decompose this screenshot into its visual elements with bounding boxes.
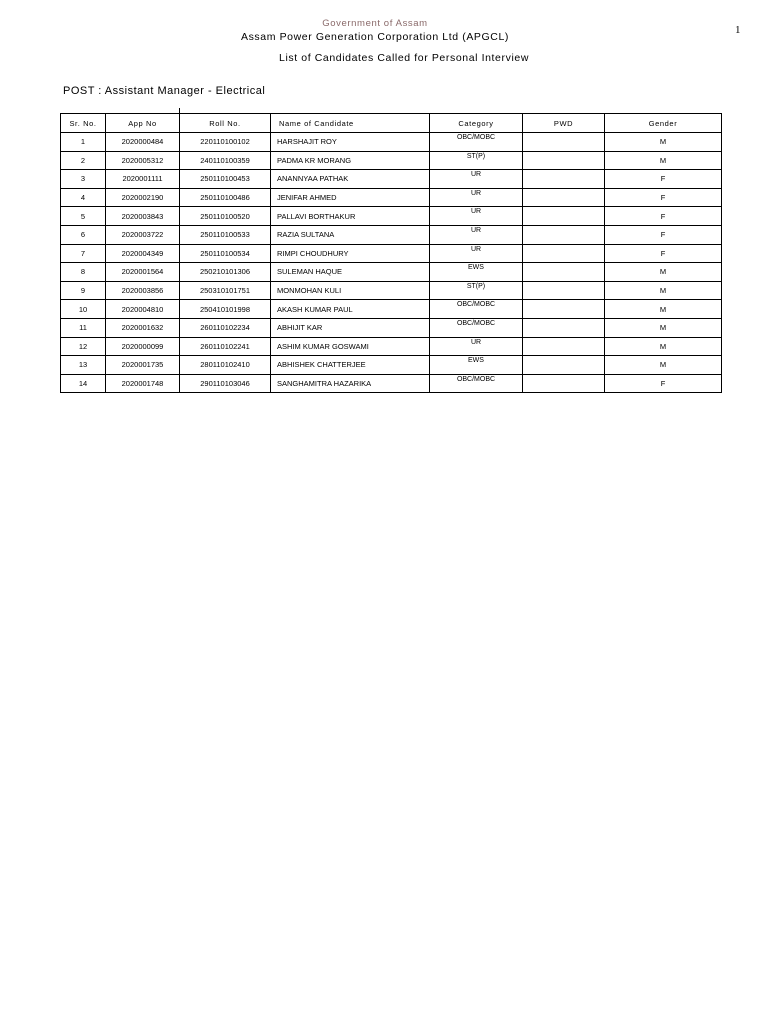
column-header-app-no: App No xyxy=(106,114,180,133)
name-cell: AKASH KUMAR PAUL xyxy=(271,300,430,319)
app-no-cell: 2020001111 xyxy=(106,170,180,189)
gender-cell: M xyxy=(605,356,722,375)
pwd-cell xyxy=(523,207,605,226)
list-title: List of Candidates Called for Personal Interview xyxy=(279,52,529,64)
name-cell: ABHIJIT KAR xyxy=(271,318,430,337)
government-heading: Government of Assam xyxy=(322,18,428,29)
pwd-cell xyxy=(523,244,605,263)
sr-no-cell: 3 xyxy=(61,170,106,189)
sr-no-cell: 2 xyxy=(61,151,106,170)
column-header-pwd: PWD xyxy=(523,114,605,133)
gender-cell: M xyxy=(605,337,722,356)
column-header-roll-no: Roll No. xyxy=(180,114,271,133)
roll-no-cell: 250310101751 xyxy=(180,281,271,300)
gender-cell: F xyxy=(605,170,722,189)
post-title: POST : Assistant Manager - Electrical xyxy=(63,85,266,97)
roll-no-cell: 250110100486 xyxy=(180,188,271,207)
sr-no-cell: 1 xyxy=(61,133,106,152)
roll-no-cell: 250110100533 xyxy=(180,225,271,244)
category-cell: UR xyxy=(430,188,523,207)
pwd-cell xyxy=(523,374,605,393)
roll-no-cell: 250110100534 xyxy=(180,244,271,263)
table-row xyxy=(61,337,722,356)
table-row xyxy=(61,188,722,207)
app-no-cell: 2020005312 xyxy=(106,151,180,170)
column-header-category: Category xyxy=(430,114,523,133)
category-cell: EWS xyxy=(430,356,523,375)
candidates-table xyxy=(60,113,722,393)
table-row xyxy=(61,318,722,337)
table-row xyxy=(61,356,722,375)
sr-no-cell: 12 xyxy=(61,337,106,356)
table-row xyxy=(61,244,722,263)
name-cell: PADMA KR MORANG xyxy=(271,151,430,170)
table-row xyxy=(61,225,722,244)
table-row xyxy=(61,281,722,300)
roll-no-cell: 260110102241 xyxy=(180,337,271,356)
gender-cell: M xyxy=(605,300,722,319)
app-no-cell: 2020004349 xyxy=(106,244,180,263)
roll-no-cell: 250110100453 xyxy=(180,170,271,189)
category-cell: OBC/MOBC xyxy=(430,133,523,152)
sr-no-cell: 4 xyxy=(61,188,106,207)
roll-no-cell: 220110100102 xyxy=(180,133,271,152)
app-no-cell: 2020001735 xyxy=(106,356,180,375)
table-body xyxy=(61,133,722,393)
pwd-cell xyxy=(523,133,605,152)
category-cell: UR xyxy=(430,170,523,189)
table-row xyxy=(61,300,722,319)
sr-no-cell: 8 xyxy=(61,263,106,282)
app-no-cell: 2020002190 xyxy=(106,188,180,207)
app-no-cell: 2020000484 xyxy=(106,133,180,152)
app-no-cell: 2020003722 xyxy=(106,225,180,244)
app-no-cell: 2020003856 xyxy=(106,281,180,300)
sr-no-cell: 5 xyxy=(61,207,106,226)
name-cell: ANANNYAA PATHAK xyxy=(271,170,430,189)
pwd-cell xyxy=(523,318,605,337)
table-row xyxy=(61,170,722,189)
category-cell: UR xyxy=(430,244,523,263)
name-cell: SULEMAN HAQUE xyxy=(271,263,430,282)
pwd-cell xyxy=(523,151,605,170)
gender-cell: F xyxy=(605,374,722,393)
roll-no-cell: 250110100520 xyxy=(180,207,271,226)
app-no-cell: 2020000099 xyxy=(106,337,180,356)
gender-cell: F xyxy=(605,244,722,263)
corporation-heading: Assam Power Generation Corporation Ltd (APGCL) xyxy=(240,31,510,43)
app-no-cell: 2020004810 xyxy=(106,300,180,319)
roll-no-cell: 280110102410 xyxy=(180,356,271,375)
roll-no-cell: 250210101306 xyxy=(180,263,271,282)
gender-cell: M xyxy=(605,133,722,152)
pwd-cell xyxy=(523,263,605,282)
sr-no-cell: 11 xyxy=(61,318,106,337)
gender-cell: M xyxy=(605,281,722,300)
pwd-cell xyxy=(523,281,605,300)
pwd-cell xyxy=(523,188,605,207)
name-cell: PALLAVI BORTHAKUR xyxy=(271,207,430,226)
category-cell: UR xyxy=(430,337,523,356)
gender-cell: M xyxy=(605,318,722,337)
pwd-cell xyxy=(523,170,605,189)
column-header-sr-no: Sr. No. xyxy=(61,114,106,133)
pwd-cell xyxy=(523,225,605,244)
category-cell: EWS xyxy=(430,263,523,282)
app-no-cell: 2020001748 xyxy=(106,374,180,393)
roll-no-cell: 250410101998 xyxy=(180,300,271,319)
sr-no-cell: 10 xyxy=(61,300,106,319)
sr-no-cell: 6 xyxy=(61,225,106,244)
pwd-cell xyxy=(523,337,605,356)
name-cell: JENIFAR AHMED xyxy=(271,188,430,207)
roll-no-cell: 290110103046 xyxy=(180,374,271,393)
name-cell: SANGHAMITRA HAZARIKA xyxy=(271,374,430,393)
app-no-cell: 2020003843 xyxy=(106,207,180,226)
table-header-row xyxy=(61,114,722,133)
table-row xyxy=(61,133,722,152)
table-row xyxy=(61,374,722,393)
category-cell: OBC/MOBC xyxy=(430,300,523,319)
category-cell: ST(P) xyxy=(430,281,523,300)
name-cell: RAZIA SULTANA xyxy=(271,225,430,244)
roll-no-cell: 240110100359 xyxy=(180,151,271,170)
page-number: 1 xyxy=(735,24,741,36)
gender-cell: M xyxy=(605,151,722,170)
gender-cell: F xyxy=(605,188,722,207)
table-row xyxy=(61,151,722,170)
category-cell: ST(P) xyxy=(430,151,523,170)
category-cell: OBC/MOBC xyxy=(430,374,523,393)
app-no-cell: 2020001632 xyxy=(106,318,180,337)
roll-no-cell: 260110102234 xyxy=(180,318,271,337)
name-cell: ASHIM KUMAR GOSWAMI xyxy=(271,337,430,356)
sr-no-cell: 14 xyxy=(61,374,106,393)
category-cell: UR xyxy=(430,207,523,226)
gender-cell: M xyxy=(605,263,722,282)
column-header-name: Name of Candidate xyxy=(271,114,430,133)
table-row xyxy=(61,263,722,282)
sr-no-cell: 13 xyxy=(61,356,106,375)
gender-cell: F xyxy=(605,225,722,244)
category-cell: OBC/MOBC xyxy=(430,318,523,337)
table-row xyxy=(61,207,722,226)
column-header-gender: Gender xyxy=(605,114,722,133)
name-cell: ABHISHEK CHATTERJEE xyxy=(271,356,430,375)
pwd-cell xyxy=(523,356,605,375)
name-cell: HARSHAJIT ROY xyxy=(271,133,430,152)
sr-no-cell: 9 xyxy=(61,281,106,300)
category-cell: UR xyxy=(430,225,523,244)
name-cell: MONMOHAN KULI xyxy=(271,281,430,300)
name-cell: RIMPI CHOUDHURY xyxy=(271,244,430,263)
app-no-cell: 2020001564 xyxy=(106,263,180,282)
sr-no-cell: 7 xyxy=(61,244,106,263)
gender-cell: F xyxy=(605,207,722,226)
pwd-cell xyxy=(523,300,605,319)
